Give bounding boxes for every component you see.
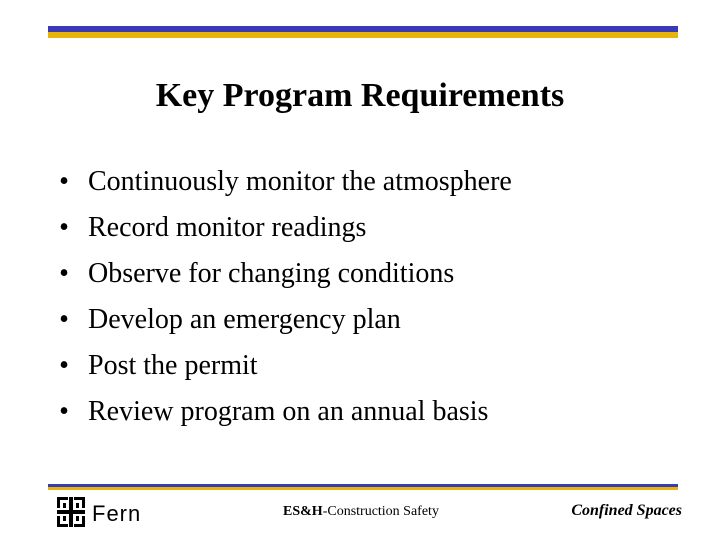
bullet-text: Record monitor readings bbox=[88, 212, 367, 243]
logo-wordmark: Fern bbox=[92, 501, 142, 526]
bullet-dot-icon: • bbox=[59, 212, 69, 243]
bullet-dot-icon: • bbox=[59, 166, 69, 197]
footer-department-bold: ES&H bbox=[283, 504, 323, 519]
footer-accent-bar bbox=[48, 484, 678, 490]
bullet-text: Continuously monitor the atmosphere bbox=[88, 166, 512, 197]
bullet-text: Review program on an annual basis bbox=[88, 396, 489, 427]
footer-department-rest: -Construction Safety bbox=[322, 504, 439, 519]
bullet-dot-icon: • bbox=[59, 258, 69, 289]
bullet-dot-icon: • bbox=[59, 350, 69, 381]
bullet-dot-icon: • bbox=[59, 396, 69, 427]
top-accent-bar-gold bbox=[48, 32, 678, 38]
footer-topic: Confined Spaces bbox=[571, 502, 682, 519]
footer-department bbox=[283, 503, 439, 521]
bullet-dot-icon: • bbox=[59, 304, 69, 335]
bullet-text: Develop an emergency plan bbox=[88, 304, 401, 335]
slide-title: Key Program Requirements bbox=[155, 77, 565, 114]
bullet-text: Observe for changing conditions bbox=[88, 258, 455, 289]
fermilab-logo bbox=[56, 496, 166, 532]
fermilab-logo-icon bbox=[56, 496, 86, 528]
footer-accent-bar-gold bbox=[48, 487, 678, 490]
bullet-text: Post the permit bbox=[88, 350, 258, 381]
top-accent-bar bbox=[48, 26, 678, 38]
